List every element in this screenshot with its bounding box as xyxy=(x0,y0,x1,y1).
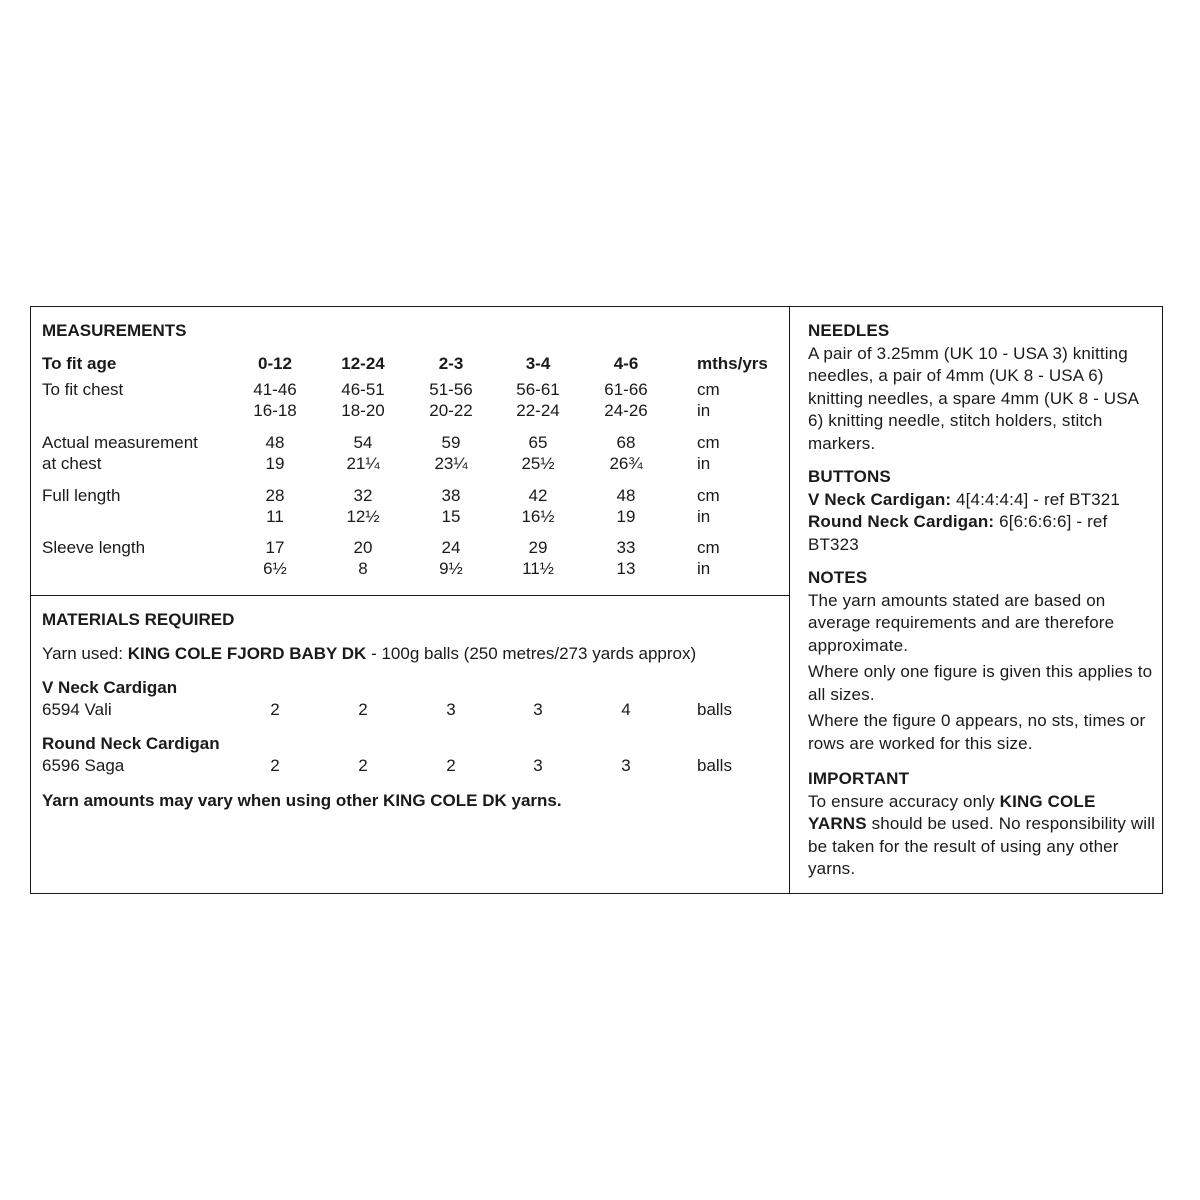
yarn-note: Yarn amounts may vary when using other KING COLE DK yarns. xyxy=(42,791,562,810)
buttons-title: BUTTONS xyxy=(808,467,891,486)
cell-in: 26¾ xyxy=(609,454,643,473)
cell-in: 20-22 xyxy=(429,401,473,420)
notes-section xyxy=(808,567,1158,755)
balls-cell: 3 xyxy=(446,700,456,719)
cell-cm: 51-56 xyxy=(429,380,473,399)
size-header: 12-24 xyxy=(341,354,385,373)
cell-cm: 29 xyxy=(528,538,548,557)
unit-in: in xyxy=(697,454,711,473)
cell-cm: 20 xyxy=(353,538,373,557)
row-label: Sleeve length xyxy=(42,538,146,557)
balls-cell: 4 xyxy=(621,700,631,719)
cell-in: 11 xyxy=(266,507,284,526)
needles-section xyxy=(808,320,1158,455)
buttons-v-label: V Neck Cardigan: xyxy=(808,489,952,509)
yarn-name: KING COLE FJORD BABY DK xyxy=(127,644,367,663)
needles-title: NEEDLES xyxy=(808,321,890,340)
important-section xyxy=(808,768,1158,881)
cell-in: 24-26 xyxy=(604,401,648,420)
unit-cm: cm xyxy=(697,433,720,452)
cell-in: 19 xyxy=(265,454,285,473)
size-header: 3-4 xyxy=(525,354,551,373)
important-text xyxy=(808,791,1158,881)
size-header: 2-3 xyxy=(438,354,464,373)
balls-cell: 2 xyxy=(358,700,368,719)
notes-p3: Where the figure 0 appears, no sts, times or rows are worked for this size. xyxy=(808,711,1146,753)
cell-cm: 48 xyxy=(616,486,636,505)
yarn-suffix: - 100g balls (250 metres/273 yards approx) xyxy=(366,644,697,663)
size-header: 4-6 xyxy=(613,354,639,373)
design-name: Round Neck Cardigan xyxy=(42,734,220,753)
cell-in: 21¼ xyxy=(346,454,380,473)
cell-cm: 28 xyxy=(265,486,285,505)
age-label: To fit age xyxy=(42,354,117,373)
cell-in: 22-24 xyxy=(516,401,560,420)
balls-cell: 3 xyxy=(533,700,543,719)
unit-cm: cm xyxy=(697,538,720,557)
materials-title: MATERIALS REQUIRED xyxy=(42,610,235,629)
needles-text: A pair of 3.25mm (UK 10 - USA 3) knitting needles, a pair of 4mm (UK 8 - USA 6) knitting needles, a spare 4mm (UK 8 - USA 6) knitting needle, stitch holders, stitch markers. xyxy=(808,343,1139,453)
cell-in: 13 xyxy=(616,559,636,578)
unit-cm: cm xyxy=(697,380,720,399)
balls-cell: 3 xyxy=(533,756,543,775)
cell-cm: 59 xyxy=(441,433,461,452)
cell-cm: 54 xyxy=(353,433,373,452)
design-shade: 6594 Vali xyxy=(42,700,112,719)
important-pre: To ensure accuracy only xyxy=(808,791,1000,811)
unit-in: in xyxy=(697,559,711,578)
measurements-title: MEASUREMENTS xyxy=(42,321,187,340)
buttons-r xyxy=(808,511,1158,556)
cell-cm: 46-51 xyxy=(341,380,385,399)
size-header: 0-12 xyxy=(257,354,293,373)
cell-cm: 41-46 xyxy=(253,380,297,399)
buttons-v xyxy=(808,489,1158,512)
buttons-section xyxy=(808,466,1158,556)
cell-in: 8 xyxy=(358,559,368,578)
cell-in: 12½ xyxy=(346,507,380,526)
unit-in: in xyxy=(697,507,711,526)
cell-cm: 48 xyxy=(265,433,285,452)
notes-title: NOTES xyxy=(808,568,868,587)
cell-in: 18-20 xyxy=(341,401,385,420)
design-shade: 6596 Saga xyxy=(42,756,125,775)
buttons-r-label: Round Neck Cardigan: xyxy=(808,512,995,531)
row-label: Full length xyxy=(42,486,121,505)
cell-cm: 68 xyxy=(616,433,636,452)
unit-in: in xyxy=(697,401,711,420)
yarn-prefix: Yarn used: xyxy=(42,644,128,663)
cell-in: 9½ xyxy=(439,559,463,578)
cell-in: 15 xyxy=(441,507,461,526)
balls-unit: balls xyxy=(697,700,732,719)
row-label: Actual measurement xyxy=(42,433,198,452)
cell-cm: 38 xyxy=(441,486,461,505)
buttons-r-text: 6[6:6:6:6] - ref BT323 xyxy=(808,512,1108,554)
cell-cm: 61-66 xyxy=(604,380,648,399)
balls-cell: 2 xyxy=(358,756,368,775)
balls-unit: balls xyxy=(697,756,732,775)
yarn-used xyxy=(42,643,696,664)
cell-in: 11½ xyxy=(522,559,554,578)
notes-p2: Where only one figure is given this applies to all sizes. xyxy=(808,662,1153,704)
cell-in: 16½ xyxy=(521,507,555,526)
cell-cm: 17 xyxy=(265,538,285,557)
cell-cm: 24 xyxy=(441,538,461,557)
important-post: should be used. No responsibility will be taken for the result of using any other yarns. xyxy=(808,814,1156,878)
balls-cell: 2 xyxy=(270,700,280,719)
notes-p1: The yarn amounts stated are based on average requirements and are therefore approximate. xyxy=(808,590,1115,655)
cell-cm: 56-61 xyxy=(516,380,560,399)
important-title: IMPORTANT xyxy=(808,769,910,788)
buttons-v-text: 4[4:4:4:4] - ref BT321 xyxy=(951,489,1120,509)
row-label-cont: at chest xyxy=(42,454,102,473)
balls-cell: 2 xyxy=(446,756,456,775)
cell-cm: 65 xyxy=(528,433,548,452)
cell-in: 16-18 xyxy=(253,401,297,420)
cell-cm: 33 xyxy=(616,538,636,557)
unit-cm: cm xyxy=(697,486,720,505)
row-label: To fit chest xyxy=(42,380,124,399)
cell-in: 19 xyxy=(616,507,636,526)
cell-in: 23¼ xyxy=(434,454,468,473)
unit-header: mths/yrs xyxy=(697,354,768,373)
cell-in: 6½ xyxy=(263,559,287,578)
cell-in: 25½ xyxy=(521,454,555,473)
column-divider xyxy=(789,306,790,894)
section-divider xyxy=(30,595,790,596)
cell-cm: 32 xyxy=(353,486,373,505)
important-brand: KING COLE YARNS xyxy=(808,791,1096,833)
balls-cell: 3 xyxy=(621,756,631,775)
cell-cm: 42 xyxy=(528,486,548,505)
design-name: V Neck Cardigan xyxy=(42,678,178,697)
balls-cell: 2 xyxy=(270,756,280,775)
